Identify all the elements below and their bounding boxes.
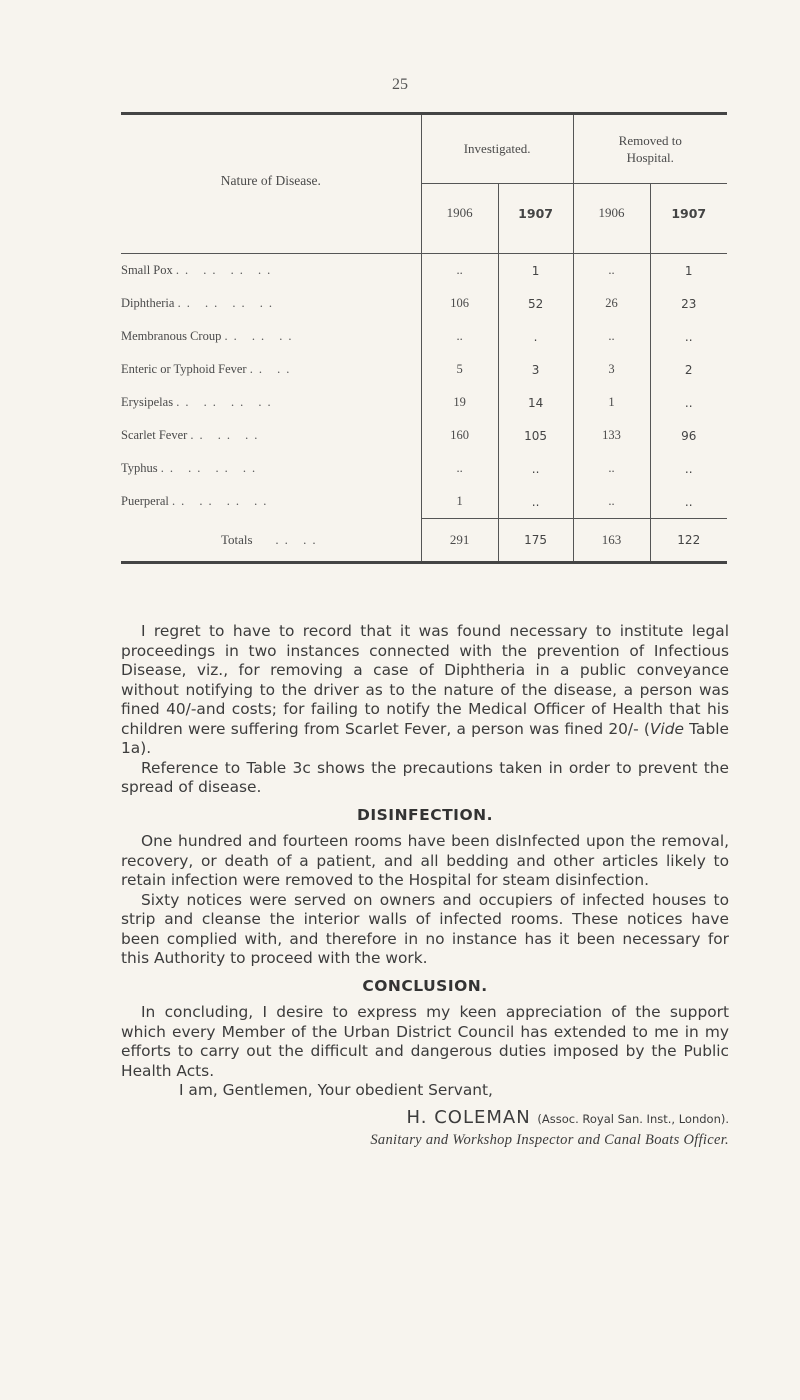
total-investigated-1906: 291 [421,519,498,562]
dot-leader: .. .. .. .. [177,296,278,310]
cell-investigated-1906: 106 [421,287,498,320]
table-row [121,254,727,288]
cell-investigated-1907: 52 [498,287,573,320]
cell-removed-1906: .. [573,254,650,288]
paragraph-notices-served: Sixty notices were served on owners and occupiers of infected houses to strip and cleanse the interior walls of infected rooms. These notices have been complied with, and therefore in no instance has it been necessary for this Authority to proceed with the work. [121,890,729,967]
header-investigated: Investigated. [421,115,573,183]
report-text [121,622,729,1151]
disease-name: Small Pox [121,263,173,277]
header-year-removed-1906: 1906 [573,183,650,243]
cell-investigated-1907: 14 [498,386,573,419]
paragraph-concluding: In concluding, I desire to express my keen appreciation of the support which every Member of the Urban District Council has extended to me in my efforts to carry out the difficult and dangerous duties imposed by the Public Health Acts. [121,1003,729,1080]
cell-investigated-1906: .. [421,452,498,485]
cell-removed-1907: .. [650,452,727,485]
table-row [121,353,727,386]
paragraph-legal-proceedings: I regret to have to record that it was found necessary to institute legal proceedings in two instances connected with the prevention of Infectious Disease, viz., for removing a case of Diphtheria in a public conveyance without notifying to the driver as to the nature of the disease, a person was fined 40/-and costs; for failing to notify the Medical Officer of Health that his children were suffering from Scarlet Fever, a person was fined 20/- (Vide Table 1a). [121,622,729,757]
cell-removed-1907: 2 [650,353,727,386]
cell-investigated-1907: .. [498,452,573,485]
cell-removed-1906: 1 [573,386,650,419]
disease-name: Puerperal [121,494,169,509]
header-year-investigated-1906: 1906 [421,183,498,243]
cell-investigated-1907: 3 [498,353,573,386]
cell-investigated-1906: 160 [421,419,498,452]
table-bottom-rule [121,561,727,564]
cell-removed-1906: 3 [573,353,650,386]
signature-credentials: (Assoc. Royal San. Inst., London). [537,1111,729,1126]
dot-leader: .. .. [249,362,296,376]
table-row [121,485,727,519]
cell-removed-1907: 96 [650,419,727,452]
table-row [121,320,727,353]
dot-leader: .. .. .. .. [175,263,277,277]
cell-investigated-1907: .. [498,485,573,519]
cell-removed-1906: 133 [573,419,650,452]
dot-leader: .. .. .. [190,428,264,442]
dot-leader: .. .. .. .. [160,461,262,475]
header-year-investigated-1907: 1907 [498,183,573,243]
total-removed-1906: 163 [573,519,650,562]
table-row [121,287,727,320]
dot-leader: .. .. .. .. [172,494,273,509]
cell-removed-1906: .. [573,485,650,519]
disease-name: Enteric or Typhoid Fever [121,362,247,376]
page-number: 25 [392,76,408,93]
cell-investigated-1907: . [498,320,573,353]
header-year-removed-1907: 1907 [650,183,727,243]
disease-table [121,112,727,564]
cell-removed-1907: .. [650,386,727,419]
disease-name: Scarlet Fever [121,428,188,442]
totals-row [121,519,727,562]
cell-investigated-1906: 19 [421,386,498,419]
cell-removed-1906: .. [573,320,650,353]
cell-investigated-1907: 1 [498,254,573,288]
paragraph-rooms-disinfected: One hundred and fourteen rooms have been disInfected upon the removal, recovery, or death of a patient, and all bedding and other articles likely to retain infection were removed to the Hospital for steam disinfection. [121,832,729,889]
dot-leader: .. .. [275,531,322,547]
cell-removed-1906: .. [573,452,650,485]
cell-removed-1907: .. [650,320,727,353]
cell-investigated-1906: 5 [421,353,498,386]
header-rule-row [121,243,727,254]
paragraph-reference: Reference to Table 3c shows the precautions taken in order to prevent the spread of disease. [121,758,729,796]
table-row [121,419,727,452]
signature [121,1108,729,1130]
cell-removed-1907: 1 [650,254,727,288]
signature-title: Sanitary and Workshop Inspector and Canal Boats Officer. [370,1132,729,1148]
header-removed-to-hospital: Removed to Hospital. [573,115,727,183]
total-investigated-1907: 175 [498,519,573,562]
disease-name: Membranous Croup [121,329,222,343]
cell-removed-1907: 23 [650,287,727,320]
heading-disinfection: DISINFECTION. [357,805,493,824]
vide-italic: Vide [649,719,684,738]
disease-name: Erysipelas [121,395,174,409]
signature-name: H. COLEMAN [406,1106,531,1128]
dot-leader: .. .. .. [224,329,298,343]
total-removed-1907: 122 [650,519,727,562]
totals-label: Totals [221,531,253,547]
disease-name: Diphtheria [121,296,175,310]
header-nature-of-disease: Nature of Disease. [220,173,321,188]
table-row [121,386,727,419]
cell-investigated-1906: 1 [421,485,498,519]
table-row [121,452,727,485]
cell-removed-1907: .. [650,485,727,519]
dot-leader: .. .. .. .. [176,395,277,409]
heading-conclusion: CONCLUSION. [362,976,488,995]
cell-removed-1906: 26 [573,287,650,320]
disease-name: Typhus [121,461,158,475]
cell-investigated-1906: .. [421,254,498,288]
closing-salutation: I am, Gentlemen, Your obedient Servant, [179,1081,493,1099]
cell-investigated-1907: 105 [498,419,573,452]
cell-investigated-1906: .. [421,320,498,353]
